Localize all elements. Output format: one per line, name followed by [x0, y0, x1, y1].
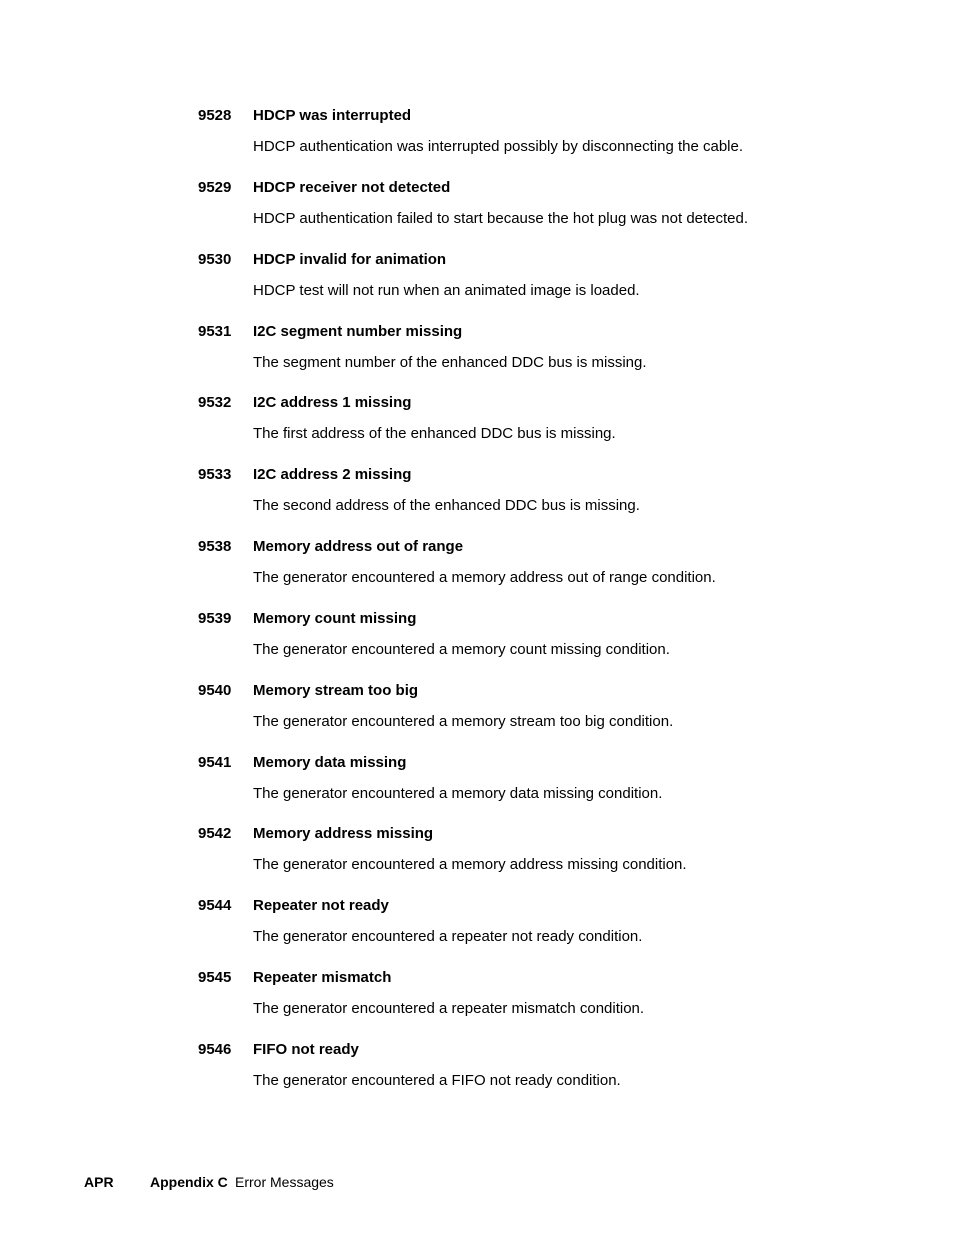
error-title: HDCP invalid for animation	[253, 250, 447, 268]
error-entry	[0, 968, 954, 1040]
error-code: 9542	[198, 825, 232, 843]
error-description: HDCP authentication was interrupted possibly by disconnecting the cable.	[253, 138, 744, 155]
error-description: The generator encountered a memory address missing condition.	[253, 856, 687, 874]
error-code: 9546	[198, 1040, 232, 1058]
error-code: 9529	[198, 178, 232, 196]
error-entry	[0, 178, 954, 250]
page-footer	[0, 1172, 954, 1192]
error-title: Memory address out of range	[253, 538, 464, 556]
error-title: Memory data missing	[253, 753, 407, 771]
error-entry	[0, 753, 954, 825]
error-title: HDCP receiver not detected	[253, 178, 451, 196]
error-entry	[0, 393, 954, 465]
error-title: Memory address missing	[253, 825, 434, 843]
error-entry	[0, 250, 954, 322]
error-code: 9530	[198, 250, 232, 268]
error-description: The first address of the enhanced DDC bus is missing.	[253, 425, 616, 443]
error-description: The generator encountered a repeater not ready condition.	[253, 928, 643, 946]
error-description: The generator encountered a repeater mismatch condition.	[253, 1000, 645, 1018]
error-title: Repeater mismatch	[253, 969, 392, 987]
error-description: The generator encountered a memory stream too big condition.	[253, 712, 674, 730]
error-description: The segment number of the enhanced DDC bus is missing.	[253, 353, 647, 371]
error-description: HDCP test will not run when an animated image is loaded.	[253, 281, 640, 299]
error-code: 9539	[198, 609, 232, 627]
error-code: 9533	[198, 466, 232, 484]
error-entry	[0, 1040, 954, 1112]
error-entry	[0, 465, 954, 537]
error-title: Memory stream too big	[253, 681, 419, 699]
error-title: Repeater not ready	[253, 897, 389, 915]
error-title: FIFO not ready	[253, 1040, 359, 1058]
error-entry	[0, 106, 954, 178]
error-description: The generator encountered a memory address out of range condition.	[253, 569, 716, 587]
error-description: The generator encountered a memory count missing condition.	[253, 640, 670, 658]
error-code: 9541	[198, 753, 232, 771]
error-code: 9532	[198, 394, 232, 412]
error-description: The second address of the enhanced DDC bus is missing.	[253, 497, 640, 515]
error-description: HDCP authentication failed to start because the hot plug was not detected.	[253, 209, 749, 227]
error-code: 9528	[198, 107, 232, 124]
error-entry	[0, 609, 954, 681]
error-entry	[0, 896, 954, 968]
error-title: HDCP was interrupted	[253, 107, 412, 124]
error-code: 9544	[198, 897, 232, 915]
error-entry	[0, 681, 954, 753]
error-title: I2C address 2 missing	[253, 466, 412, 484]
error-code: 9545	[198, 969, 232, 987]
error-title: I2C address 1 missing	[253, 394, 412, 412]
error-description: The generator encountered a memory data missing condition.	[253, 784, 663, 802]
error-title: I2C segment number missing	[253, 322, 463, 340]
appendix-label: Appendix C	[150, 1174, 228, 1190]
error-entry	[0, 824, 954, 896]
error-code: 9540	[198, 681, 232, 699]
page-number: APR	[84, 1174, 114, 1190]
error-entry	[0, 322, 954, 394]
error-code: 9531	[198, 322, 232, 340]
error-entry	[0, 537, 954, 609]
error-message-list	[0, 106, 954, 1112]
error-code: 9538	[198, 538, 232, 556]
error-description: The generator encountered a FIFO not ready condition.	[253, 1071, 621, 1089]
section-title: Error Messages	[235, 1174, 334, 1190]
error-title: Memory count missing	[253, 609, 417, 627]
